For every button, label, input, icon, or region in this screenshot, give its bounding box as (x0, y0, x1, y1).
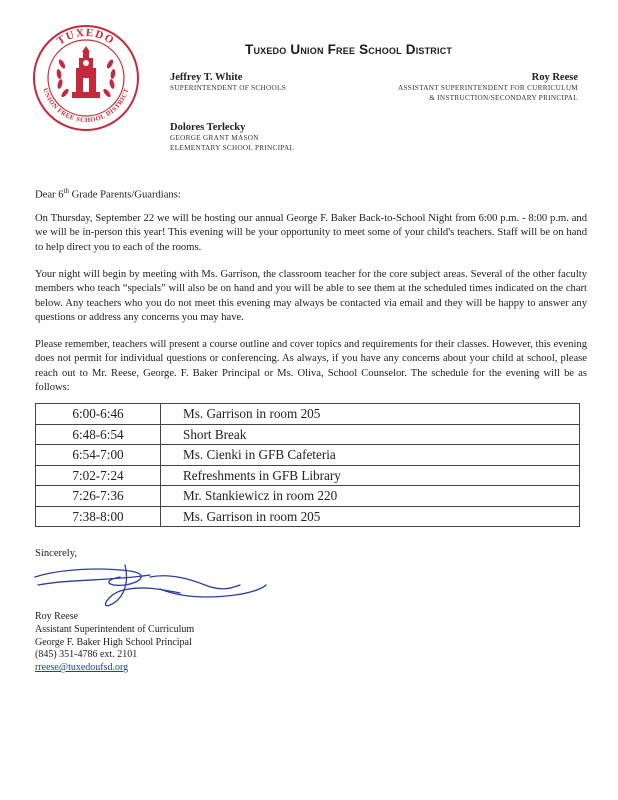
table-row (36, 506, 580, 527)
signer-phone: (845) 351-4786 ext. 2101 (35, 649, 138, 661)
table-row (36, 486, 580, 507)
elementary-principal-school: GEORGE GRANT MASON (170, 134, 259, 142)
schedule-description: Short Break (161, 424, 580, 445)
assistant-superintendent-name: Roy Reese (531, 72, 578, 83)
schedule-time: 6:48-6:54 (36, 424, 161, 445)
paragraph-intro: On Thursday, September 22 we will be hosting our annual George F. Baker Back-to-School Night from 6:00 p.m. - 8:00 p.m. and we will be in-person this year! This evening will be your opportunity to meet some of your child's teachers. Staff will be on hand to help direct you to each of the rooms. (35, 213, 587, 253)
school-district-seal-logo (32, 24, 140, 132)
elementary-principal-block (170, 122, 294, 153)
assistant-superintendent-title: ASSISTANT SUPERINTENDENT FOR CURRICULUM (398, 84, 578, 92)
table-row (36, 424, 580, 445)
assistant-superintendent-block (398, 72, 578, 103)
table-row (36, 404, 580, 425)
signer-title: Assistant Superintendent of Curriculum (35, 623, 195, 635)
schedule-table (35, 403, 580, 527)
elementary-principal-title: ELEMENTARY SCHOOL PRINCIPAL (170, 144, 295, 152)
closing: Sincerely, (35, 548, 77, 559)
schedule-description: Ms. Garrison in room 205 (161, 404, 580, 425)
schedule-description: Ms. Garrison in room 205 (161, 506, 580, 527)
greeting-text: Dear 6 (35, 189, 64, 201)
greeting-superscript: th (63, 187, 69, 195)
schedule-description: Mr. Stankiewicz in room 220 (161, 486, 580, 507)
greeting-text-end: Grade Parents/Guardians: (68, 189, 181, 201)
superintendent-title: SUPERINTENDENT OF SCHOOLS (170, 84, 286, 92)
greeting (35, 184, 587, 203)
paragraph-reminder: Please remember, teachers will present a course outline and cover topics and requirements for their classes. However, this evening does not permit for individual questions or conferencing. As always, if you have any concerns about your child at school, please reach out to Mr. Reese, George. F. Baker Principal or Ms. Oliva, School Counselor. The schedule for the evening will be as follows: (35, 339, 587, 393)
district-name: Tuxedo Union Free School District (245, 42, 453, 57)
elementary-principal-name: Dolores Terlecky (170, 122, 246, 133)
paragraph-schedule-info: Your night will begin by meeting with Ms. Garrison, the classroom teacher for the core subject areas. Several of the other faculty members who teach “specials” will also be on hand and you will be able to see them at the scheduled times indicated on the chart below. Any teachers who you do not meet this evening may always be contacted via email and they will be happy to answer any questions or address any concerns you may have. (35, 269, 587, 323)
schedule-description: Ms. Cienki in GFB Cafeteria (161, 445, 580, 466)
schedule-time: 7:02-7:24 (36, 465, 161, 486)
schedule-time: 6:00-6:46 (36, 404, 161, 425)
svg-text:UNION FREE SCHOOL DISTRICT: UNION FREE SCHOOL DISTRICT (41, 87, 131, 125)
superintendent-block (170, 72, 286, 93)
signer-title-2: George F. Baker High School Principal (35, 636, 192, 648)
schedule-time: 7:26-7:36 (36, 486, 161, 507)
schedule-time: 6:54-7:00 (36, 445, 161, 466)
signer-name: Roy Reese (35, 611, 79, 622)
handwritten-signature (30, 555, 270, 615)
assistant-superintendent-title-2: & INSTRUCTION/SECONDARY PRINCIPAL (429, 94, 578, 102)
table-row (36, 445, 580, 466)
signature-block (35, 611, 194, 675)
schedule-description: Refreshments in GFB Library (161, 465, 580, 486)
table-row (36, 465, 580, 486)
signer-email-link[interactable]: rreese@tuxedoufsd.org (35, 662, 129, 674)
schedule-time: 7:38-8:00 (36, 506, 161, 527)
svg-text:TUXEDO: TUXEDO (55, 26, 117, 48)
superintendent-name: Jeffrey T. White (170, 72, 243, 83)
